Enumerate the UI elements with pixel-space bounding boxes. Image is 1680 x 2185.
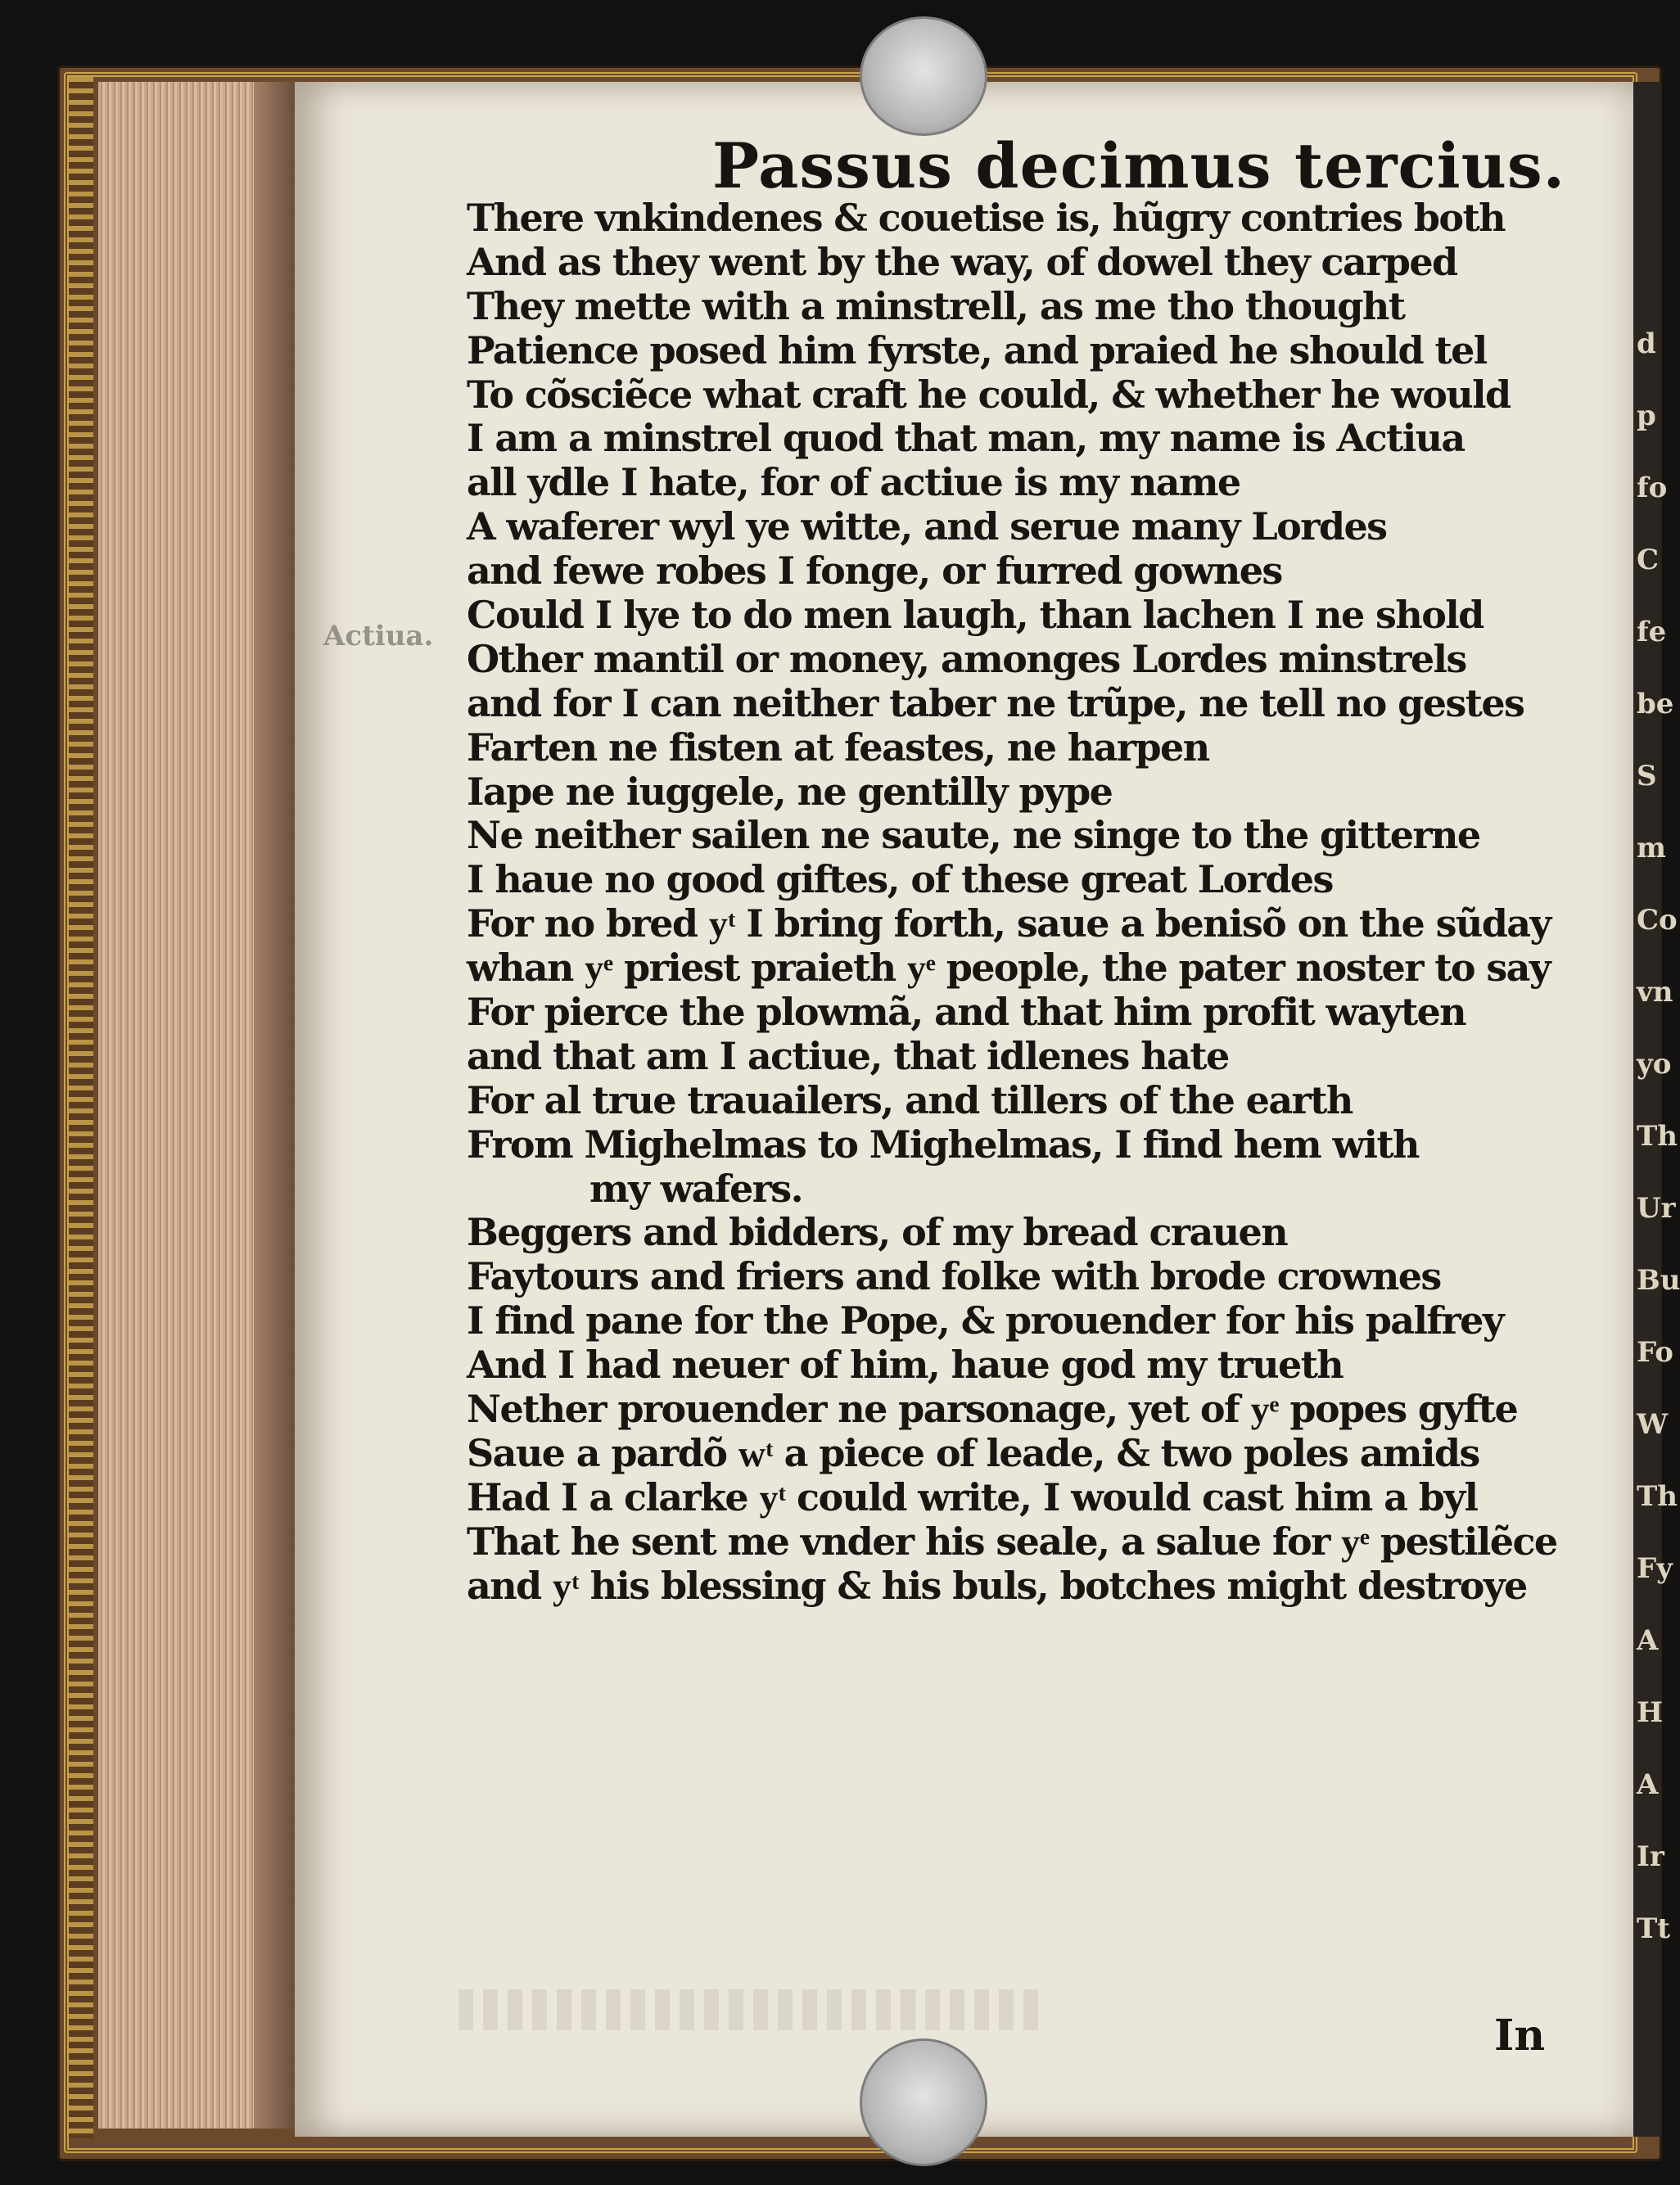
facing-page-fragment: p [1637,400,1656,432]
page-clip-bottom [860,2038,987,2166]
text-line: Nether prouender ne parsonage, yet of yͤ popes gyfte [467,1387,1518,1432]
facing-page-fragment: H [1637,1696,1664,1729]
text-line: And I had neuer of him, haue god my trueth [467,1343,1344,1388]
facing-page-fragment: Fo [1637,1336,1673,1369]
text-line: For al true trauailers, and tillers of the earth [467,1077,1353,1122]
text-line: Farten ne fisten at feastes, ne harpen [467,725,1209,770]
facing-page-fragment: fo [1637,472,1668,504]
facing-page-fragment: S [1637,760,1657,792]
facing-page-fragment: W [1637,1408,1669,1441]
text-line: all ydle I hate, for of actiue is my name [467,460,1240,505]
text-line: Faytours and friers and folke with brode crownes [467,1254,1441,1299]
text-line: That he sent me vnder his seale, a salue for yͤ pestilẽce [467,1519,1557,1564]
running-header: Passus decimus tercius. [712,129,1566,202]
show-through-text [458,1989,1048,2030]
text-line: From Mighelmas to Mighelmas, I find hem with [467,1122,1419,1167]
text-line: For no bred yͭ I bring forth, saue a benisõ on the sũday [467,901,1551,946]
text-line: Patience posed him fyrste, and praied he should tel [467,327,1487,372]
text-line: And as they went by the way, of dowel they carped [467,239,1457,284]
facing-page-fragment: Bu [1637,1264,1680,1297]
text-line: and for I can neither taber ne trũpe, ne tell no gestes [467,680,1524,725]
text-line: A waferer wyl ye witte, and serue many Lordes [467,504,1387,549]
facing-page-fragment: yo [1637,1048,1672,1081]
text-line: I haue no good giftes, of these great Lordes [467,857,1333,902]
facing-page-fragment: Th [1637,1480,1678,1513]
text-line: Beggers and bidders, of my bread crauen [467,1210,1288,1255]
facing-page-fragment: d [1637,327,1656,360]
text-line: Saue a pardõ wͭ a piece of leade, & two poles amids [467,1430,1479,1475]
facing-page-fragment: Th [1637,1120,1678,1153]
text-line: Had I a clarke yͭ could write, I would cast him a byl [467,1474,1478,1519]
text-line: I find pane for the Pope, & prouender for his palfrey [467,1298,1503,1343]
catchword: In [1494,2011,1546,2061]
text-line: whan yͤ priest praieth yͤ people, the pater noster to say [467,946,1551,991]
text-line: Ne neither sailen ne saute, ne singe to the gitterne [467,813,1480,858]
facing-page-fragment: Co [1637,904,1678,937]
margin-note: Actiua. [323,620,434,652]
gutter-shadow [254,82,295,2129]
facing-page-fragment: fe [1637,616,1667,648]
text-block [467,196,1580,1609]
facing-page-fragment: m [1637,832,1666,865]
facing-page-fragment: Ir [1637,1840,1664,1873]
text-line-continuation: my wafers. [589,1166,803,1211]
text-line: Iape ne iuggele, ne gentilly pype [467,769,1113,814]
facing-page-fragment: C [1637,544,1660,576]
gilt-edge-ornament [69,77,93,2138]
text-line: Other mantil or money, amonges Lordes minstrels [467,636,1466,681]
facing-page-fragment: Tt [1637,1912,1671,1945]
facing-page-fragment: Ur [1637,1192,1676,1225]
text-line: For pierce the plowmã, and that him profit wayten [467,990,1465,1035]
facing-page-edge [1633,82,1680,2137]
page-clip-top [860,16,987,136]
facing-page-fragment: be [1637,688,1674,720]
facing-page-fragment: Fy [1637,1552,1673,1585]
text-line: and that am I actiue, that idlenes hate [467,1033,1229,1078]
text-line: and yͭ his blessing & his buls, botches might destroye [467,1563,1527,1608]
facing-page-fragment: A [1637,1624,1659,1657]
facing-page-fragment: vn [1637,976,1673,1009]
text-line: I am a minstrel quod that man, my name is Actiua [467,416,1465,461]
text-line: There vnkindenes & couetise is, hũgry contries both [467,196,1505,240]
facing-page-fragment: A [1637,1768,1659,1801]
text-line: To cõsciẽce what craft he could, & whether he would [467,372,1511,417]
text-line: They mette with a minstrell, as me tho thought [467,283,1405,328]
text-line: Could I lye to do men laugh, than lachen I ne shold [467,593,1484,638]
text-line: and fewe robes I fonge, or furred gownes [467,549,1282,594]
